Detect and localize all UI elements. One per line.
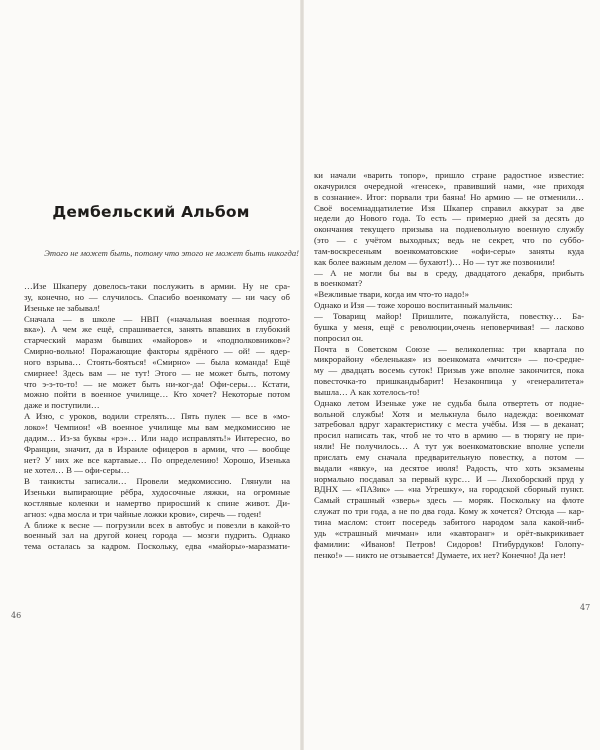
text-line: нормально посдавал за первый курс… И — Лихоборский пруд у	[314, 473, 584, 484]
text-line: служат по три года, а не по два года. Кому ж хочется? Отсюда — кар-	[314, 506, 584, 517]
text-line: военный зал на другой конец города — мозги пудрить. Однако	[24, 530, 290, 541]
text-line: му — двадцать восемь суток! Призыв уже вполне закончится, пока	[314, 365, 584, 376]
text-line: что э-э-то-то! — не может быть ни-ког-да! Офи-серы… Кстати,	[24, 378, 290, 389]
text-line: Однако и Изя — тоже хорошо воспитанный мальчик:	[314, 300, 513, 311]
text-line: Почта в Советском Союзе — великолепна: три квартала по	[314, 343, 584, 354]
text-line: Изеньке не забывал!	[24, 302, 101, 313]
text-line: повесточка-то пришкандыбарит! Незаконпица у «генералитета»	[314, 376, 584, 387]
text-line: пенко!» — никто не отзывается! Думаете, их нет? Конечно! Да нет!	[314, 549, 566, 560]
text-line: выдали «явку», на десятое июля! Радость, что хоть экзамены	[314, 462, 584, 473]
text-line: — Товарищ майор! Пришлите, пожалуйста, повестку… Ба-	[314, 310, 584, 321]
text-line: Самый страшный «зверь» здесь — моряк. Поскольку на флоте	[314, 495, 584, 506]
text-line: не хотел… В — офи-серы…	[24, 465, 130, 476]
text-line: агноз: «два мосла и три чайные ложки крови», сиречь — годен!	[24, 508, 262, 519]
text-line: удь «страшный мичман» или «кавторанг» и орёт-выкрикивает	[314, 527, 584, 538]
text-line: …Изе Шкаперу довелось-таки послужить в армии. Ну не сра-	[24, 281, 290, 291]
text-line: вышла… А как хотелось-то!	[314, 386, 420, 397]
text-line: нет? У них же все картавые… По определению! Хорошо, Изенька	[24, 454, 290, 465]
text-line: старческий маразм бывших «майоров» и «подполковников»?	[24, 335, 290, 346]
text-line: (это — с учётом выходных; ведь не секрет, что по суббо-	[314, 235, 584, 246]
text-line: Сначала — в школе — НВП («начальная военная подгото-	[24, 313, 290, 324]
page-number-left: 46	[11, 611, 22, 620]
text-line: дадим… Из-за буквы «рэ»… Или надо исправлять!» Интересно, во	[24, 432, 290, 443]
text-line: Изеньки выпирающие рёбра, худосочные ляжки, на огромные	[24, 487, 290, 498]
text-line: даже и поступили…	[24, 400, 100, 411]
text-line: ного взрыва… Стоять-бояться! «Смирно» — была команда! Ещё	[24, 356, 290, 367]
chapter-title: Дембельский Альбом	[52, 203, 250, 221]
text-line: ки начали «варить топор», пришло стране радостное известие:	[314, 170, 584, 180]
text-line: окончания текущего призыва на подневольную военную службу	[314, 224, 584, 235]
text-line: А ближе к весне — погрузили всех в автобус и повезли в какой-то	[24, 519, 290, 530]
text-line: А Изю, с уроков, водили стрелять… Пять пулек — все в «мо-	[24, 411, 290, 422]
text-line: няли! Не получилось… А тут уж военкоматовские вполне успели	[314, 441, 584, 452]
text-line: можно пойти в военное училище… Кто хочет? Некоторые потом	[24, 389, 290, 400]
text-line: зу, конечно, но — случилось. Спасибо военкомату — ни часу об	[24, 291, 290, 302]
text-line: «Вежливые твари, когда им что-то надо!»	[314, 289, 470, 300]
text-line: Однако летом Изеньке уже не судьба была отвертеть от подне-	[314, 397, 584, 408]
text-line: смирнее! Здесь вам — не тут! Этого — не может быть, потому	[24, 367, 290, 378]
text-line: Смирно-вольно! Поражающие факторы ядрёного — ой! — ядер-	[24, 346, 290, 357]
text-line: там-воскресеньям военкоматовские «офи-серы» заняты куда	[314, 245, 584, 256]
text-line: в сознание». Итог: порвали три баяна! Но армию — не отменили…	[314, 191, 584, 202]
text-line: локо»! Чемпион! «В военное училище мы вам медкомиссию не	[24, 421, 290, 432]
book-gutter	[300, 0, 304, 750]
text-line: затребовал вдруг характеристику с места учёбы. Изя — в деканат;	[314, 419, 584, 430]
text-line: Своё восемнадцатилетие Изя Шкапер справил аккурат за две	[314, 202, 584, 213]
text-line: в военкомат?	[314, 278, 363, 289]
text-line: тина маслом: стоит посередь забитого народом зала какой-ниб-	[314, 517, 584, 527]
text-line: тема осталась за кадром. Поскольку, едва «майоры»-маразмати-	[24, 541, 290, 552]
text-line: попросил он.	[314, 332, 364, 343]
text-line: — А не могли бы вы в среду, двадцатого декабря, прибыть	[314, 267, 584, 278]
left-page-text	[24, 281, 290, 552]
right-page-text	[314, 170, 584, 560]
text-line: фамилии: «Иванов! Петров! Сидоров! Птибурдуков! Голопу-	[314, 538, 584, 549]
text-line: Франции, значит, да в Израиле офицеров в армии, что — вообще	[24, 443, 290, 454]
text-line: как более важным делом — бухают!)… Но — тут же позвонили!	[314, 256, 556, 267]
page-number-right: 47	[580, 603, 591, 612]
text-line: прислать ему сначала предварительную повестку, а потом —	[314, 451, 584, 462]
text-line: ВДНХ — «ПАЗик» — «на Угрешку», на городской сборный пункт.	[314, 484, 584, 495]
text-line: бушка у меня, ещё с революции,очень неповерчивая! — ласково	[314, 321, 584, 332]
text-line: костлявые коленки и намертво приросший к спине живот. Ди-	[24, 497, 290, 508]
text-line: вка»). А чем же ещё, спрашивается, занять впавших в глубокий	[24, 324, 290, 335]
text-line: недели до Нового года. То есть — примерно дней за десять до	[314, 213, 584, 224]
epigraph: Этого не может быть, потому что этого не может быть никогда!	[44, 248, 299, 258]
text-line: окачурился очередной «генсек», правивший нами, «не приходя	[314, 180, 584, 191]
text-line: микрорайону «беленькая» из военкомата «мчится» — по-средне-	[314, 354, 584, 365]
text-line: просил написать так, чтоб не то что в армию — в тюрягу не при-	[314, 430, 584, 441]
text-line: вольной службы! Хотя и мелькнула было надежда: военкомат	[314, 408, 584, 419]
text-line: В танкисты записали… Провели медкомиссию. Глянули на	[24, 476, 290, 487]
